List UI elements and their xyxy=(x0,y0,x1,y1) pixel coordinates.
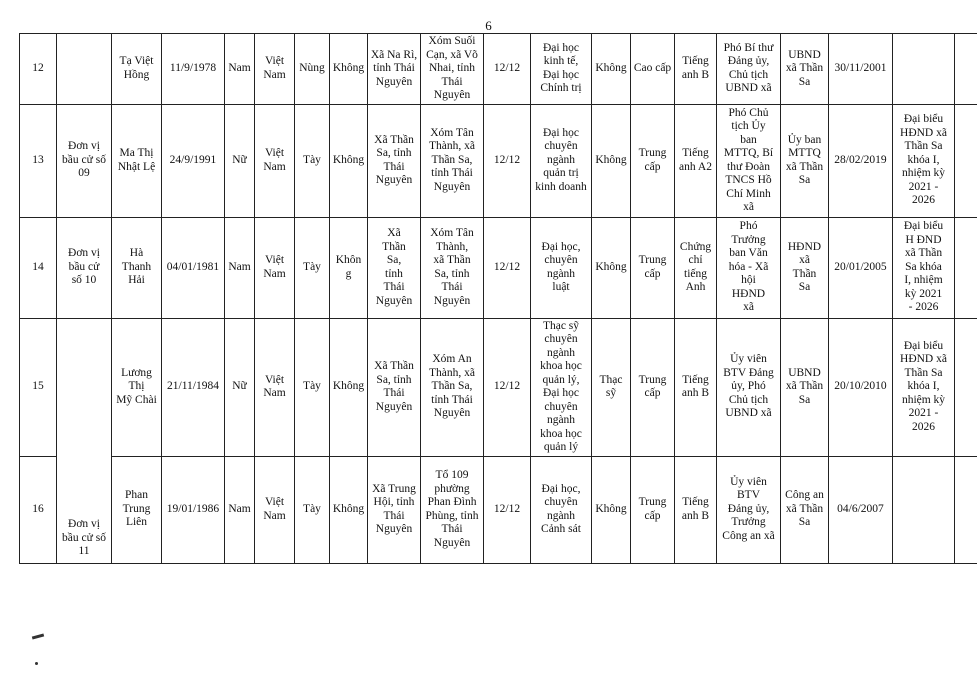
cell-workplace: HĐND xã Thần Sa xyxy=(781,217,829,318)
cell-delegate: Đại biểu HĐND xã Thần Sa khóa I, nhiệm kỳ 2021 - 2026 xyxy=(893,104,955,217)
cell-language: Chứng chỉ tiếng Anh xyxy=(675,217,717,318)
cell-religion: Không xyxy=(330,456,368,563)
cell-hometown: Xã Thần Sa, tỉnh Thái Nguyên xyxy=(368,217,421,318)
cell-position: Phó Bí thư Đảng ủy, Chủ tịch UBND xã xyxy=(717,34,781,105)
cell-degree: Không xyxy=(592,34,631,105)
cell-gender: Nữ xyxy=(225,104,255,217)
cell-party-date: 28/02/2019 xyxy=(829,104,893,217)
cell-ethnicity: Tày xyxy=(295,217,330,318)
cell-gender: Nam xyxy=(225,34,255,105)
cell-political: Trung cấp xyxy=(631,456,675,563)
cell-dob: 21/11/1984 xyxy=(162,318,225,456)
cell-notes xyxy=(955,34,977,105)
cell-degree: Không xyxy=(592,217,631,318)
cell-position: Phó Trưởng ban Văn hóa - Xã hội HĐND xã xyxy=(717,217,781,318)
cell-delegate xyxy=(893,456,955,563)
cell-specialty: Đại học chuyên ngành quản trị kinh doanh xyxy=(531,104,592,217)
cell-general-edu: 12/12 xyxy=(484,456,531,563)
cell-hometown: Xã Trung Hội, tỉnh Thái Nguyên xyxy=(368,456,421,563)
cell-religion: Không xyxy=(330,104,368,217)
cell-religion: Khôn g xyxy=(330,217,368,318)
cell-political: Trung cấp xyxy=(631,104,675,217)
cell-hometown: Xã Thần Sa, tỉnh Thái Nguyên xyxy=(368,318,421,456)
cell-specialty: Thạc sỹ chuyên ngành khoa học quản lý, Đại học chuyên ngành khoa học quản lý xyxy=(531,318,592,456)
cell-residence: Xóm An Thành, xã Thần Sa, tỉnh Thái Nguyên xyxy=(421,318,484,456)
scan-dot xyxy=(35,662,38,665)
table-row xyxy=(20,318,977,456)
cell-residence: Xóm Suối Cạn, xã Võ Nhai, tỉnh Thái Nguyên xyxy=(421,34,484,105)
cell-residence: Xóm Tân Thành, xã Thần Sa, tỉnh Thái Nguyên xyxy=(421,104,484,217)
cell-general-edu: 12/12 xyxy=(484,217,531,318)
cell-hometown: Xã Na Rì, tỉnh Thái Nguyên xyxy=(368,34,421,105)
cell-position: Phó Chủ tịch Ủy ban MTTQ, Bí thư Đoàn TNCS Hồ Chí Minh xã xyxy=(717,104,781,217)
cell-party-date: 20/10/2010 xyxy=(829,318,893,456)
cell-party-date: 20/01/2005 xyxy=(829,217,893,318)
cell-nationality: Việt Nam xyxy=(255,217,295,318)
candidate-table xyxy=(19,33,977,564)
cell-general-edu: 12/12 xyxy=(484,104,531,217)
cell-dob: 04/01/1981 xyxy=(162,217,225,318)
cell-unit: Đơn vị bầu cử số 09 xyxy=(57,104,112,217)
cell-ethnicity: Nùng xyxy=(295,34,330,105)
cell-specialty: Đại học, chuyên ngành luật xyxy=(531,217,592,318)
cell-residence: Tổ 109 phường Phan Đình Phùng, tỉnh Thái Nguyên xyxy=(421,456,484,563)
cell-ethnicity: Tày xyxy=(295,104,330,217)
cell-workplace: Công an xã Thần Sa xyxy=(781,456,829,563)
cell-unit: Đơn vị bầu cử số 10 xyxy=(57,217,112,318)
cell-stt: 15 xyxy=(20,318,57,456)
cell-religion: Không xyxy=(330,318,368,456)
cell-political: Cao cấp xyxy=(631,34,675,105)
cell-position: Ủy viên BTV Đảng ủy, Trưởng Công an xã xyxy=(717,456,781,563)
cell-position: Ủy viên BTV Đảng ủy, Phó Chủ tịch UBND xã xyxy=(717,318,781,456)
cell-nationality: Việt Nam xyxy=(255,34,295,105)
cell-name: Tạ Việt Hồng xyxy=(112,34,162,105)
cell-language: Tiếng anh B xyxy=(675,34,717,105)
cell-dob: 11/9/1978 xyxy=(162,34,225,105)
cell-dob: 24/9/1991 xyxy=(162,104,225,217)
cell-political: Trung cấp xyxy=(631,217,675,318)
cell-delegate: Đại biểu H ĐND xã Thần Sa khóa I, nhiệm kỳ 2021 - 2026 xyxy=(893,217,955,318)
cell-degree: Không xyxy=(592,456,631,563)
cell-workplace: UBND xã Thần Sa xyxy=(781,34,829,105)
cell-religion: Không xyxy=(330,34,368,105)
cell-name: Ma Thị Nhật Lệ xyxy=(112,104,162,217)
cell-ethnicity: Tày xyxy=(295,318,330,456)
cell-degree: Không xyxy=(592,104,631,217)
table-row xyxy=(20,34,977,105)
cell-nationality: Việt Nam xyxy=(255,318,295,456)
cell-residence: Xóm Tân Thành, xã Thần Sa, tỉnh Thái Nguyên xyxy=(421,217,484,318)
cell-party-date: 30/11/2001 xyxy=(829,34,893,105)
cell-notes xyxy=(955,217,977,318)
cell-stt: 16 xyxy=(20,456,57,563)
cell-gender: Nam xyxy=(225,217,255,318)
cell-notes xyxy=(955,456,977,563)
cell-name: Phan Trung Liên xyxy=(112,456,162,563)
table-row xyxy=(20,217,977,318)
cell-delegate xyxy=(893,34,955,105)
cell-gender: Nam xyxy=(225,456,255,563)
cell-language: Tiếng anh A2 xyxy=(675,104,717,217)
cell-political: Trung cấp xyxy=(631,318,675,456)
cell-workplace: Ủy ban MTTQ xã Thần Sa xyxy=(781,104,829,217)
cell-language: Tiếng anh B xyxy=(675,318,717,456)
cell-hometown: Xã Thần Sa, tỉnh Thái Nguyên xyxy=(368,104,421,217)
cell-specialty: Đại học, chuyên ngành Cảnh sát xyxy=(531,456,592,563)
cell-stt: 13 xyxy=(20,104,57,217)
cell-gender: Nữ xyxy=(225,318,255,456)
cell-delegate: Đại biểu HĐND xã Thần Sa khóa I, nhiệm kỳ 2021 - 2026 xyxy=(893,318,955,456)
cell-ethnicity: Tày xyxy=(295,456,330,563)
cell-dob: 19/01/1986 xyxy=(162,456,225,563)
cell-specialty: Đại học kinh tế, Đại học Chính trị xyxy=(531,34,592,105)
cell-stt: 14 xyxy=(20,217,57,318)
scan-speck xyxy=(32,633,44,639)
cell-workplace: UBND xã Thần Sa xyxy=(781,318,829,456)
table-row xyxy=(20,104,977,217)
cell-name: Hà Thanh Hải xyxy=(112,217,162,318)
cell-degree: Thạc sỹ xyxy=(592,318,631,456)
cell-general-edu: 12/12 xyxy=(484,318,531,456)
table-row xyxy=(20,456,977,563)
cell-nationality: Việt Nam xyxy=(255,104,295,217)
cell-nationality: Việt Nam xyxy=(255,456,295,563)
cell-name: Lương Thị Mỹ Chài xyxy=(112,318,162,456)
cell-stt: 12 xyxy=(20,34,57,105)
cell-language: Tiếng anh B xyxy=(675,456,717,563)
cell-notes xyxy=(955,104,977,217)
cell-general-edu: 12/12 xyxy=(484,34,531,105)
cell-unit xyxy=(57,34,112,105)
cell-notes xyxy=(955,318,977,456)
cell-unit: Đơn vị bầu cử số 11 xyxy=(57,318,112,563)
cell-party-date: 04/6/2007 xyxy=(829,456,893,563)
page-number: 6 xyxy=(485,18,492,33)
